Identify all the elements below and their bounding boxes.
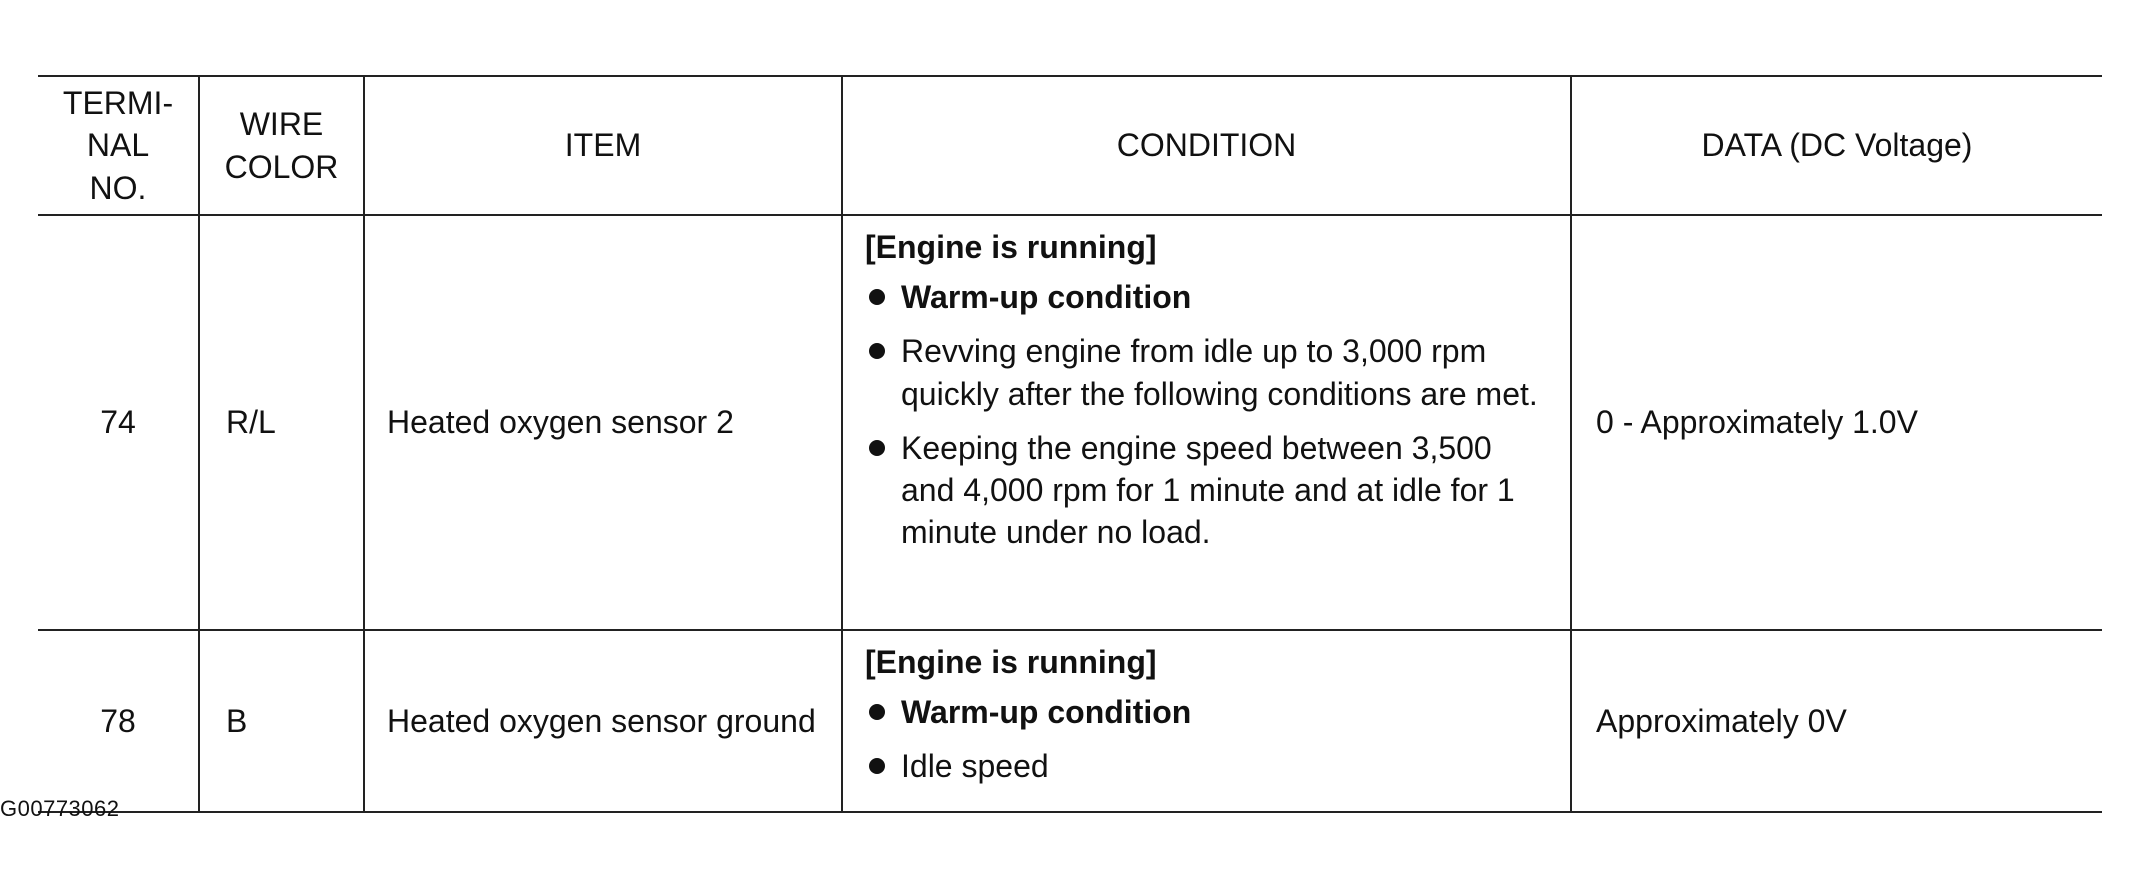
table-row <box>38 630 2102 812</box>
wire-color-cell: B <box>199 630 364 812</box>
terminal-data-table <box>38 75 2102 813</box>
data-cell: Approximately 0V <box>1571 630 2102 812</box>
condition-heading: [Engine is running] <box>865 644 1157 680</box>
bullet-icon <box>869 343 885 359</box>
condition-item-text: Revving engine from idle up to 3,000 rpm quickly after the following conditions are met. <box>901 333 1538 412</box>
header-condition: CONDITION <box>842 76 1571 215</box>
condition-item-text: Warm-up condition <box>901 279 1192 316</box>
condition-item <box>865 330 1552 414</box>
data-cell: 0 - Approximately 1.0V <box>1571 215 2102 630</box>
terminal-no-cell: 78 <box>38 630 199 812</box>
header-terminal-no: TERMI- NAL NO. <box>38 76 199 215</box>
header-wire-color: WIRE COLOR <box>199 76 364 215</box>
table-row <box>38 215 2102 630</box>
bullet-icon <box>869 440 885 456</box>
bullet-icon <box>869 289 885 305</box>
bullet-icon <box>869 758 885 774</box>
condition-item <box>865 427 1552 554</box>
condition-list <box>865 691 1552 787</box>
condition-item-text: Keeping the engine speed between 3,500 and 4,000 rpm for 1 minute and at idle for 1 minute under no load. <box>901 429 1515 551</box>
table-body <box>38 215 2102 812</box>
terminal-no-cell: 74 <box>38 215 199 630</box>
wire-color-cell: R/L <box>199 215 364 630</box>
header-row <box>38 76 2102 215</box>
condition-heading: [Engine is running] <box>865 229 1157 265</box>
condition-cell <box>842 215 1571 630</box>
item-cell: Heated oxygen sensor ground <box>364 630 842 812</box>
item-cell: Heated oxygen sensor 2 <box>364 215 842 630</box>
condition-item <box>865 691 1552 733</box>
condition-list <box>865 276 1552 553</box>
header-data: DATA (DC Voltage) <box>1571 76 2102 215</box>
bullet-icon <box>869 704 885 720</box>
condition-item-text: Idle speed <box>901 748 1049 785</box>
condition-cell <box>842 630 1571 812</box>
figure-code: G00773062 <box>0 796 120 821</box>
condition-item-text: Warm-up condition <box>901 694 1192 731</box>
condition-item <box>865 745 1552 787</box>
table-header <box>38 76 2102 215</box>
condition-item <box>865 276 1552 318</box>
header-item: ITEM <box>364 76 842 215</box>
